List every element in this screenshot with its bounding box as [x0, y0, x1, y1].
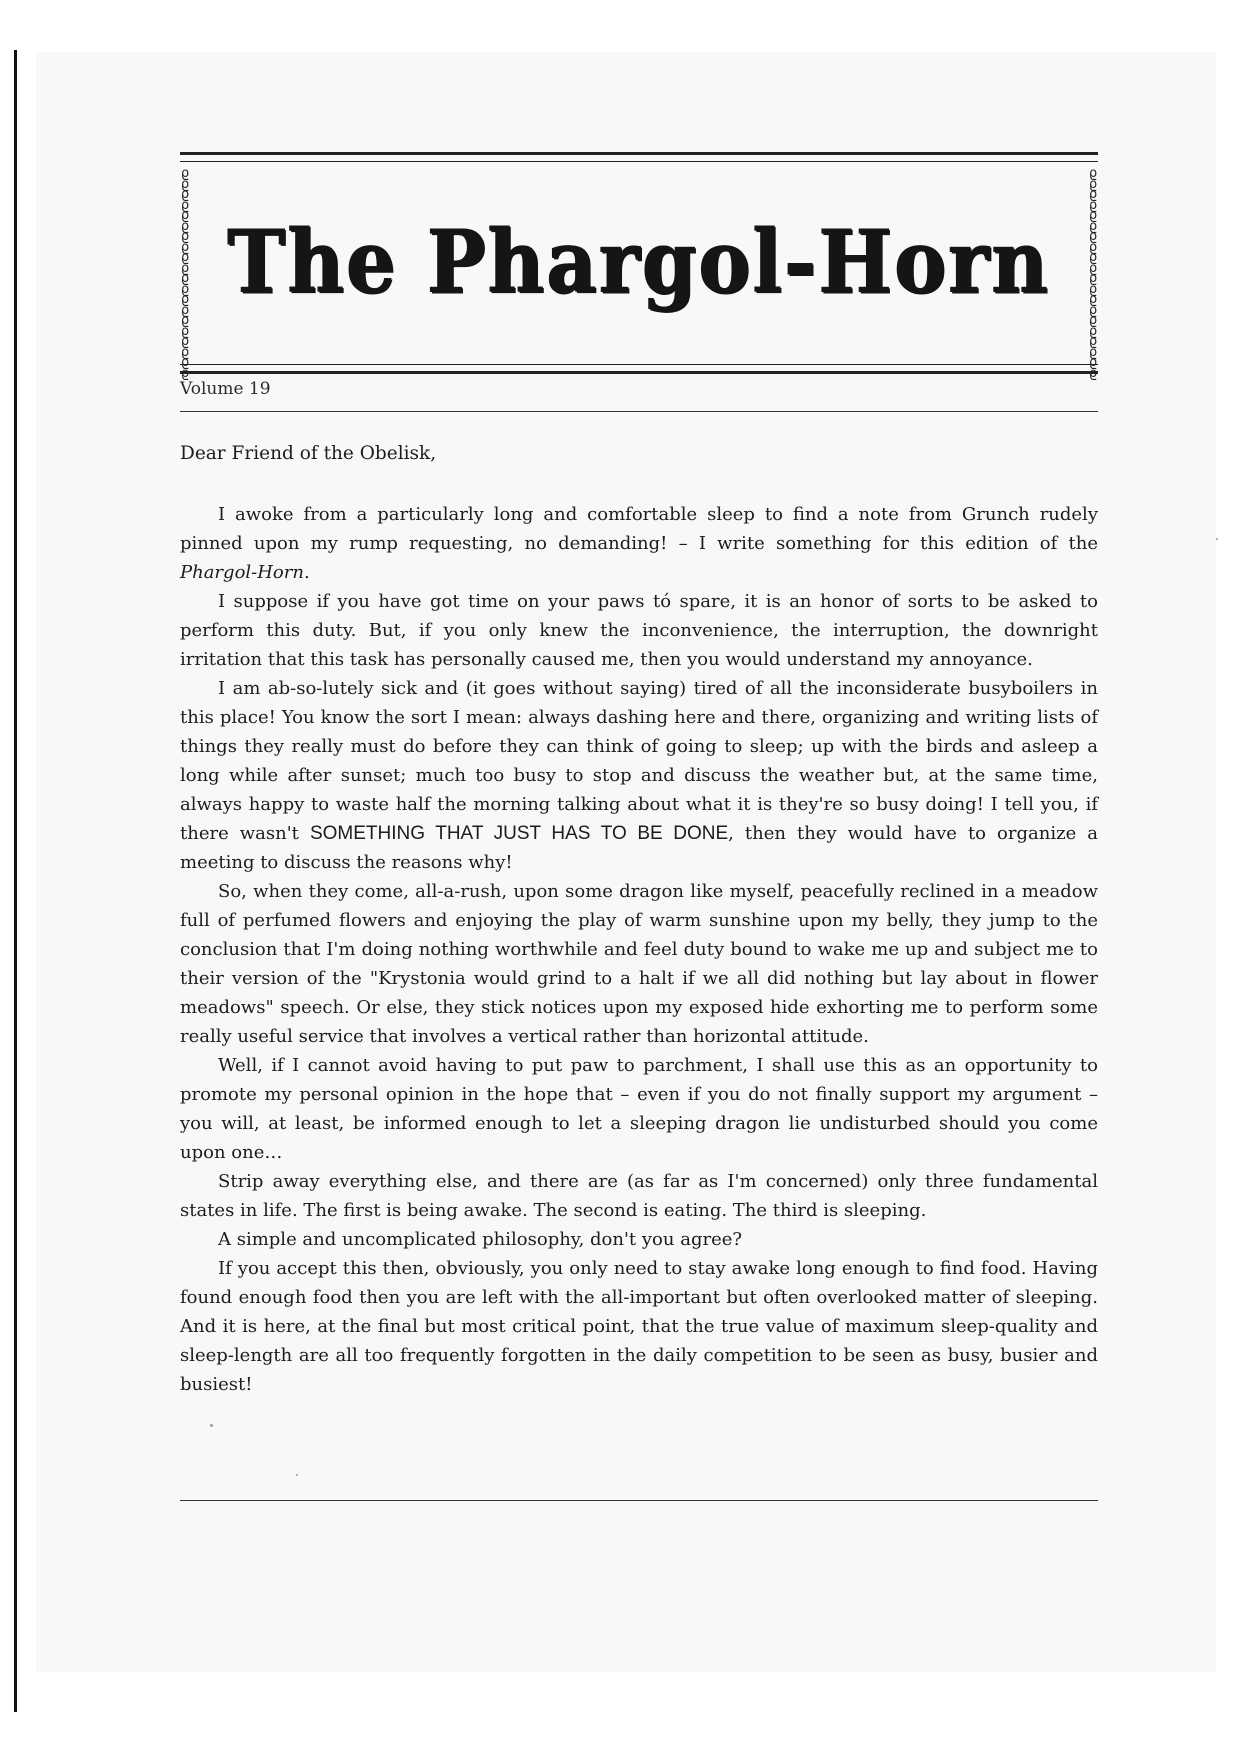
- paragraph-text: .: [303, 562, 310, 583]
- paragraph-text: , then they would have to organize a meeting to discuss the reasons why!: [180, 823, 1098, 873]
- letter-body: [180, 500, 1098, 1399]
- paragraph-text: I am ab-so-lutely sick and (it goes without saying) tired of all the inconsiderate busyboilers in this place! You know the sort I mean: always dashing here and there, organizing and writing lists of things they really must do before they can think of going to sleep; up with the birds and asleep a long while after sunset; much too busy to stop and discuss the weather but, at the same time, always happy to waste half the morning talking about what it is they're so busy doing! I tell you, if there wasn't: [180, 678, 1098, 844]
- ornamental-border-left: ϱϱϱϱϱϱϱϱϱϱϱϱϱϱϱϱϱϱϱϱ: [180, 166, 190, 381]
- ornamental-border-right: ϱϱϱϱϱϱϱϱϱϱϱϱϱϱϱϱϱϱϱϱ: [1088, 166, 1098, 381]
- salutation: Dear Friend of the Obelisk,: [180, 443, 437, 464]
- paragraph: [180, 500, 1098, 587]
- paragraph: [180, 674, 1098, 877]
- masthead-frame: [180, 152, 1098, 381]
- paragraph-text: I awoke from a particularly long and comfortable sleep to find a note from Grunch rudely pinned upon my rump requesting, no demanding! – I write something for this edition of the: [180, 504, 1098, 554]
- newsletter-title: The Phargol-Horn: [227, 211, 1051, 314]
- volume-label: Volume 19: [180, 379, 271, 399]
- publication-name: Phargol-Horn: [180, 562, 304, 583]
- paragraph: So, when they come, all-a-rush, upon some dragon like myself, peacefully reclined in a meadow full of perfumed flowers and enjoying the play of warm sunshine upon my belly, they jump to the conclusion that I'm doing nothing worthwhile and feel duty bound to wake me up and subject me to their version of the "Krystonia would grind to a halt if we all did nothing but lay about in flower meadows" speech. Or else, they stick notices upon my exposed hide exhorting me to perform some really useful service that involves a vertical rather than horizontal attitude.: [180, 881, 1098, 1047]
- emphasis-caps: SOMETHING THAT JUST HAS TO BE DONE: [309, 823, 729, 844]
- paragraph: If you accept this then, obviously, you only need to stay awake long enough to find food. Having found enough food then you are left with the all-important but often overlooked matter of sleeping. And it is here, at the final but most critical point, that the true value of maximum sleep-quality and sleep-length are all too frequently forgotten in the daily competition to be seen as busy, busier and busiest!: [180, 1258, 1098, 1395]
- paragraph: A simple and uncomplicated philosophy, don't you agree?: [218, 1229, 743, 1250]
- paragraph: Strip away everything else, and there are (as far as I'm concerned) only three fundamental states in life. The first is being awake. The second is eating. The third is sleeping.: [180, 1171, 1098, 1221]
- paragraph: I suppose if you have got time on your paws tó spare, it is an honor of sorts to be asked to perform this duty. But, if you only knew the inconvenience, the interruption, the downright irritation that this task has personally caused me, then you would understand my annoyance.: [180, 591, 1098, 670]
- scan-speck: [210, 1424, 213, 1427]
- scan-speck: [1216, 538, 1218, 540]
- scan-speck: [296, 1474, 298, 1476]
- header-rule: [180, 411, 1098, 412]
- footer-rule: [180, 1500, 1098, 1501]
- scan-edge-line: [14, 50, 17, 1712]
- paragraph: Well, if I cannot avoid having to put paw to parchment, I shall use this as an opportunity to promote my personal opinion in the hope that – even if you do not finally support my argument – you will, at least, be informed enough to let a sleeping dragon lie undisturbed should you come upon one…: [180, 1055, 1098, 1163]
